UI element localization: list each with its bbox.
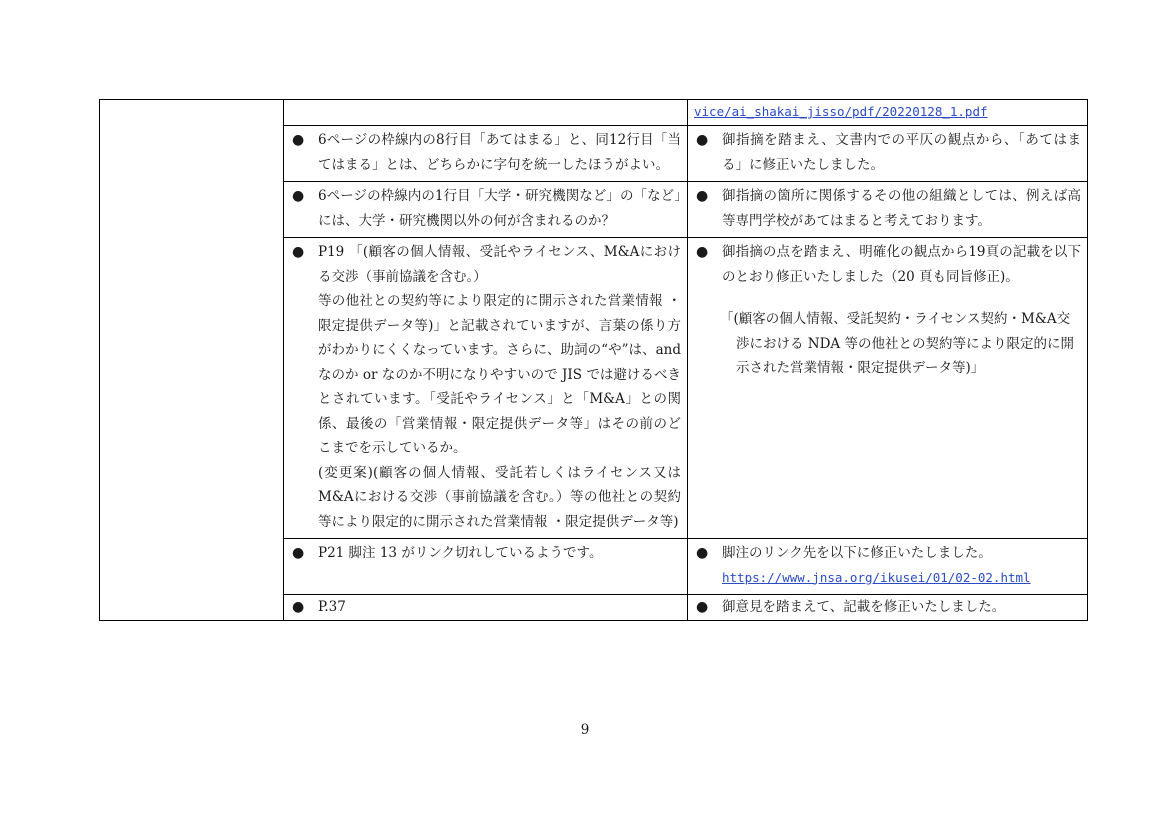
bullet-icon: ● [292,244,305,260]
category-cell [100,100,284,621]
response-cell [688,595,1088,621]
bullet-icon: ● [292,545,305,561]
page-number: 9 [580,722,590,738]
bullet-icon: ● [696,545,709,561]
comment-text: P21 脚注 13 がリンク切れしているようです。 [318,545,603,561]
response-text: 脚注のリンク先を以下に修正いたしました。 [722,545,992,561]
comments-table [99,99,1088,621]
response-text: 御指摘の箇所に関係するその他の組織としては、例えば高等専門学校があてはまると考えております。 [722,188,1081,229]
response-cell [688,100,1088,126]
response-cell [688,539,1088,595]
bullet-icon: ● [292,599,305,615]
response-text: 御指摘の点を踏まえ、明確化の観点から19頁の記載を以下のとおり修正いたしました（20 頁も同旨修正)。 [722,244,1081,285]
proposed-change-text: (変更案)(顧客の個人情報、受託若しくはライセンス又はM&Aにおける交渉（事前協議を含む。）等の他社との契約等により限定的に開示された営業情報 ・限定提供データ等) [318,464,681,530]
comment-cell [284,595,688,621]
comment-text: 6ページの枠線内の8行目「あてはまる」と、同12行目「当てはまる」とは、どちらかに字句を統一したほうがよい。 [318,132,681,173]
response-cell [688,182,1088,238]
response-text: 御指摘を踏まえ、文書内での平仄の観点から、「あてはまる」に修正いたしました。 [722,132,1081,173]
comment-cell [284,100,688,126]
bullet-icon: ● [696,188,709,204]
comment-text: P.37 [318,599,346,615]
bullet-icon: ● [292,132,305,148]
response-cell [688,126,1088,182]
comment-cell [284,238,688,539]
url-link[interactable]: vice/ai_shakai_jisso/pdf/20220128_1.pdf [694,104,988,119]
response-cell [688,238,1088,539]
revised-text-quote: 「(顧客の個人情報、受託契約・ライセンス契約・M&A交渉における NDA 等の他社との契約等により限定的に開示された営業情報・限定提供データ等)」 [720,311,1074,376]
comment-text: 等の他社との契約等により限定的に開示された営業情報 ・限定提供データ等)」と記載されていますが、言葉の係り方がわかりにくくなっています。さらに、助詞の“や”は、and なのか or なのか不明になりやすいので JIS では避けるべきとされています。「受託やライセンス」と「M&A」との関係、最後の「営業情報・限定提供データ等」はその前のどこまでを示しているか。 [318,293,681,456]
bullet-icon: ● [292,188,305,204]
comment-cell [284,126,688,182]
comment-text: P19 「(顧客の個人情報、受託やライセンス、M&Aにおける交渉（事前協議を含む。） [318,244,681,285]
bullet-icon: ● [696,244,709,260]
comment-cell [284,182,688,238]
comment-cell [284,539,688,595]
bullet-icon: ● [696,132,709,148]
bullet-icon: ● [696,599,709,615]
comment-text: 6ページの枠線内の1行目「大学・研究機関など」の「など」には、大学・研究機関以外の何が含まれるのか？ [318,188,681,229]
url-link[interactable]: https://www.jnsa.org/ikusei/01/02-02.html [722,569,1031,585]
response-text: 御意見を踏まえて、記載を修正いたしました。 [722,599,1006,615]
table-row [100,100,1088,126]
